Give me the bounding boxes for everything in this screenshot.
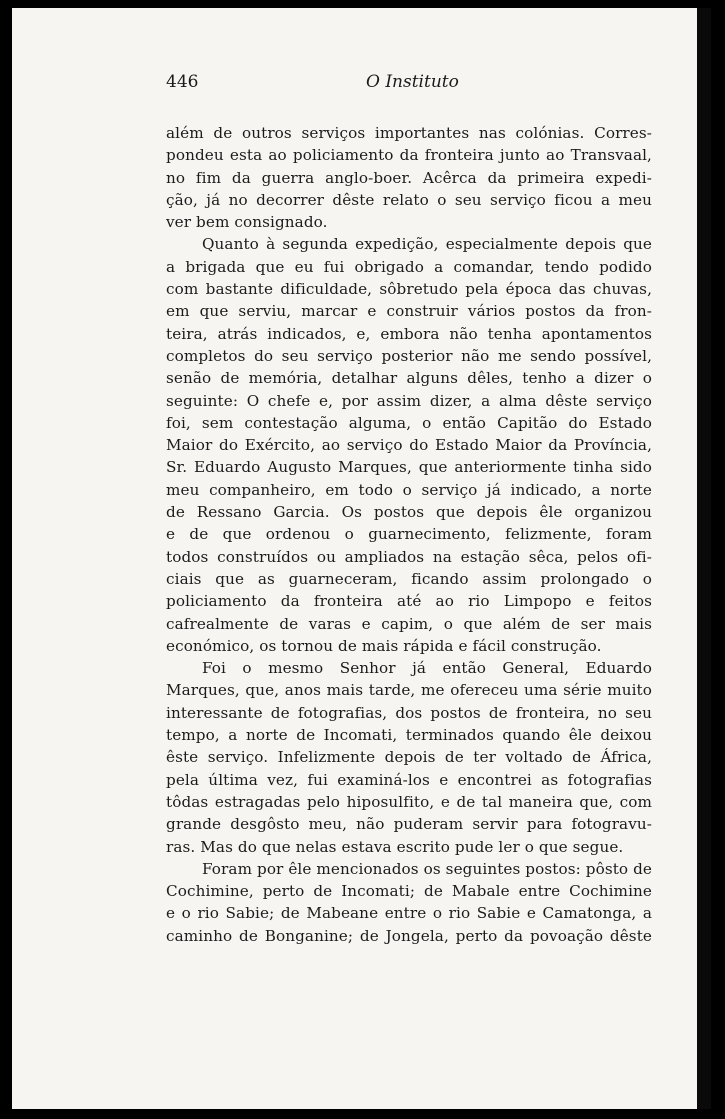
text-line: cafrealmente de varas e capim, o que além de ser mais	[166, 614, 652, 633]
text-line: todos construídos ou ampliados na estação sêca, pelos ofi-	[166, 547, 652, 566]
text-line: policiamento da fronteira até ao rio Limpopo e feitos	[166, 592, 652, 611]
page-header	[166, 72, 656, 102]
text-line: teira, atrás indicados, e, embora não tenha apontamentos	[166, 324, 652, 343]
text-line: Maior do Exército, ao serviço do Estado Maior da Província,	[166, 436, 652, 455]
text-line: em que serviu, marcar e construir vários postos da fron-	[166, 302, 652, 321]
text-line: pela última vez, fui examiná-los e encontrei as fotografias	[166, 770, 652, 789]
text-line: ras. Mas do que nelas estava escrito pude ler o que segue.	[166, 837, 624, 856]
text-line: Sr. Eduardo Augusto Marques, que anteriormente tinha sido	[166, 458, 652, 477]
text-line: caminho de Bonganine; de Jongela, perto da povoação dêste	[166, 926, 652, 945]
text-line: Foi o mesmo Senhor já então General, Eduardo	[202, 659, 652, 678]
text-line: ver bem consignado.	[166, 213, 328, 232]
text-line: foi, sem contestação alguma, o então Capitão do Estado	[166, 413, 652, 432]
text-line: seguinte: O chefe e, por assim dizer, a alma dêste serviço	[166, 391, 652, 410]
text-line: Foram por êle mencionados os seguintes postos: pôsto de	[202, 859, 653, 878]
body-text	[166, 122, 652, 947]
text-line: Cochimine, perto de Incomati; de Mabale entre Cochimine	[166, 882, 652, 901]
text-line: pondeu esta ao policiamento da fronteira junto ao Transvaal,	[166, 146, 652, 165]
running-title: O Instituto	[366, 72, 459, 92]
paragraph	[166, 858, 652, 947]
paragraph	[166, 122, 652, 233]
text-line: com bastante dificuldade, sôbretudo pela época das chuvas,	[166, 280, 652, 299]
text-line: tempo, a norte de Incomati, terminados quando êle deixou	[166, 726, 652, 745]
text-line: ciais que as guarneceram, ficando assim prolongado o	[166, 569, 652, 588]
scan-edge	[697, 8, 711, 1109]
text-line: tôdas estragadas pelo hiposulfito, e de tal maneira que, com	[166, 792, 652, 811]
text-line: Quanto à segunda expedição, especialmente depois que	[202, 235, 652, 254]
text-line: meu companheiro, em todo o serviço já indicado, a norte	[166, 480, 652, 499]
text-line: além de outros serviços importantes nas colónias. Corres-	[166, 124, 652, 142]
text-line: ção, já no decorrer dêste relato o seu serviço ficou a meu	[166, 190, 652, 209]
text-line: económico, os tornou de mais rápida e fácil construção.	[166, 636, 602, 655]
text-line: no fim da guerra anglo-boer. Acêrca da primeira expedi-	[166, 168, 652, 187]
text-line: senão de memória, detalhar alguns dêles, tenho a dizer o	[166, 369, 652, 388]
paragraph	[166, 233, 652, 657]
text-line: e o rio Sabie; de Mabeane entre o rio Sabie e Camatonga, a	[166, 904, 652, 923]
text-line: e de que ordenou o guarnecimento, felizmente, foram	[166, 525, 652, 544]
page-number: 446	[166, 72, 199, 92]
text-line: Marques, que, anos mais tarde, me ofereceu uma série muito	[166, 681, 652, 700]
text-line: a brigada que eu fui obrigado a comandar, tendo podido	[166, 257, 652, 276]
text-line: completos do seu serviço posterior não me sendo possível,	[166, 346, 652, 365]
text-line: interessante de fotografias, dos postos de fronteira, no seu	[166, 703, 652, 722]
paragraph	[166, 657, 652, 858]
text-line: grande desgôsto meu, não puderam servir para fotogravu-	[166, 815, 652, 834]
text-line: êste serviço. Infelizmente depois de ter voltado de África,	[166, 748, 652, 767]
book-page	[12, 8, 711, 1109]
text-line: de Ressano Garcia. Os postos que depois êle organizou	[166, 503, 652, 522]
